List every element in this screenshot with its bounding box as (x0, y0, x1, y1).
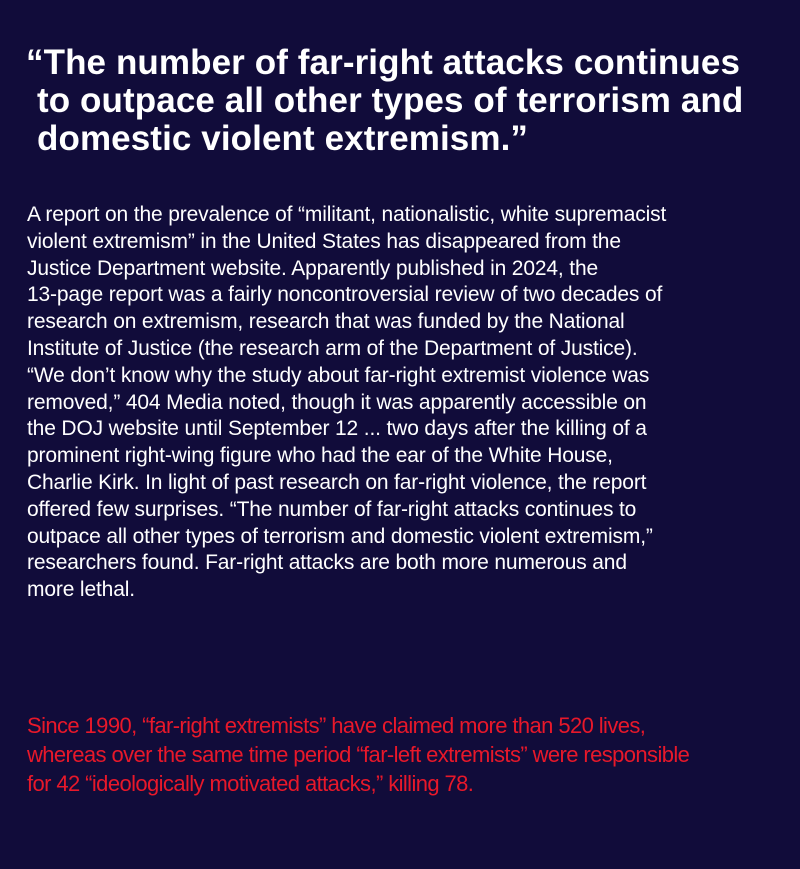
paragraph-line: violent extremism” in the United States has disappeared from the (27, 229, 621, 253)
pull-quote (26, 44, 786, 158)
paragraph-line: Institute of Justice (the research arm of the Department of Justice). (27, 336, 638, 360)
paragraph-line: Charlie Kirk. In light of past research on far-right violence, the report (27, 470, 647, 494)
paragraph-line: prominent right-wing figure who had the ear of the White House, (27, 444, 613, 468)
paragraph-line: researchers found. Far-right attacks are both more numerous and (27, 551, 627, 575)
paragraph-line: offered few surprises. “The number of far-right attacks continues to (27, 497, 637, 521)
statistic-line: for 42 “ideologically motivated attacks,” killing 78. (27, 771, 474, 796)
paragraph-line: more lethal. (27, 578, 135, 602)
paragraph-line: research on extremism, research that was funded by the National (27, 310, 625, 334)
paragraph-line: outpace all other types of terrorism and domestic violent extremism,” (27, 524, 653, 548)
paragraph-line: A report on the prevalence of “militant, nationalistic, white supremacist (27, 203, 667, 226)
highlighted-statistic (27, 711, 787, 798)
paragraph-line: removed,” 404 Media noted, though it was apparently accessible on (27, 390, 647, 414)
statistic-line: Since 1990, “far-right extremists” have claimed more than 520 lives, (27, 713, 646, 738)
article-paragraph (27, 202, 787, 604)
paragraph-line: 13-page report was a fairly noncontroversial review of two decades of (27, 283, 663, 307)
paragraph-line: “We don’t know why the study about far-right extremist violence was (27, 363, 650, 387)
pull-quote-line: domestic violent extremism.” (37, 119, 529, 158)
pull-quote-line: “The number of far-right attacks continues (26, 43, 741, 82)
statistic-line: whereas over the same time period “far-left extremists” were responsible (27, 742, 690, 767)
paragraph-line: the DOJ website until September 12 ... two days after the killing of a (27, 417, 647, 441)
paragraph-line: Justice Department website. Apparently published in 2024, the (27, 256, 599, 280)
pull-quote-line: to outpace all other types of terrorism and (37, 81, 744, 120)
